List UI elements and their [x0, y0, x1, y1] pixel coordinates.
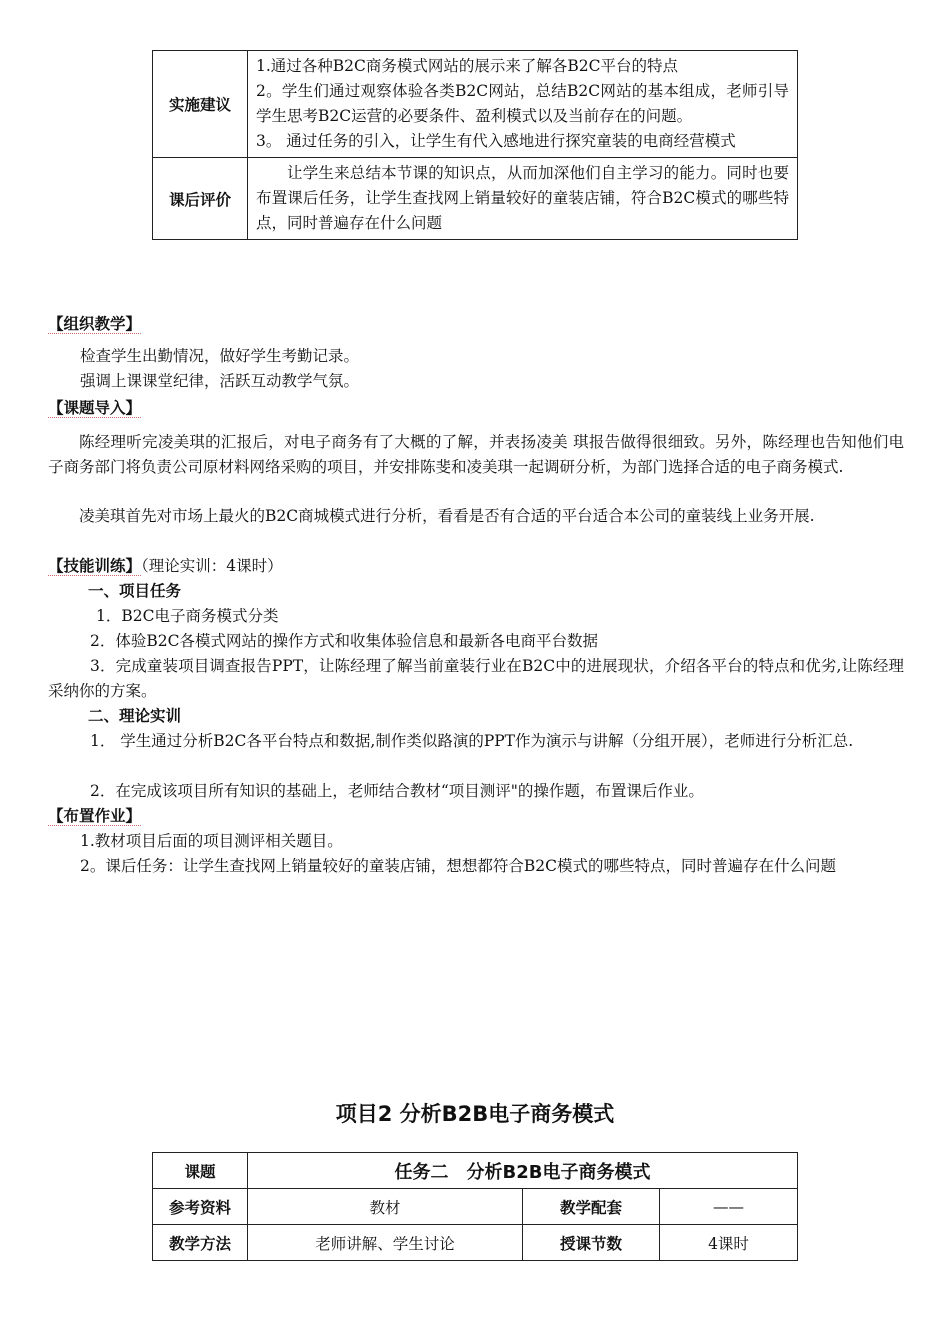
- topic-value: 任务二 分析B2B电子商务模式: [248, 1153, 798, 1189]
- homework-heading: 【布置作业】: [48, 807, 142, 825]
- task-item: 2．体验B2C各模式网站的操作方式和收集体验信息和最新各电商平台数据: [90, 632, 598, 650]
- plan-table: [152, 50, 798, 240]
- skills-heading: 【技能训练】（理论实训：4课时）: [48, 557, 283, 575]
- task-item: 3．完成童装项目调查报告PPT，让陈经理了解当前童装行业在B2C中的进展现状，介绍各平台的特点和优劣,让陈经理采纳你的方案。: [48, 657, 904, 700]
- organize-line: 检查学生出勤情况，做好学生考勤记录。: [80, 347, 360, 365]
- table-row: [153, 1225, 798, 1261]
- lesson-info-table: [152, 1152, 798, 1261]
- implementation-line: 1.通过各种B2C商务模式网站的展示来了解各B2C平台的特点: [256, 57, 679, 75]
- evaluation-label: 课后评价: [153, 158, 248, 240]
- hours-value: 4课时: [660, 1225, 798, 1261]
- hours-label: 授课节数: [523, 1225, 660, 1261]
- homework-item: 2。课后任务：让学生查找网上销量较好的童装店铺，想想都符合B2C模式的哪些特点，同时普遍存在什么问题: [80, 857, 836, 875]
- table-row: [153, 158, 798, 240]
- method-label: 教学方法: [153, 1225, 248, 1261]
- evaluation-line: 让学生来总结本节课的知识点，从而加深他们自主学习的能力。同时也要布置课后任务，让学生查找网上销量较好的童装店铺，符合B2C模式的哪些特点，同时普遍存在什么问题: [256, 164, 789, 232]
- method-value: 老师讲解、学生讨论: [248, 1225, 523, 1261]
- kit-value: ——: [660, 1189, 798, 1225]
- homework-item: 1.教材项目后面的项目测评相关题目。: [80, 832, 343, 850]
- implementation-label: 实施建议: [153, 51, 248, 158]
- table-row: [153, 1189, 798, 1225]
- theory-item: 2．在完成该项目所有知识的基础上，老师结合教材“项目测评"的操作题，布置课后作业。: [90, 782, 704, 800]
- kit-label: 教学配套: [523, 1189, 660, 1225]
- reference-value: 教材: [248, 1189, 523, 1225]
- skills-subheading: 一、项目任务: [88, 582, 182, 600]
- implementation-line: 2。学生们通过观察体验各类B2C网站，总结B2C网站的基本组成，老师引导学生思考B2C运营的必要条件、盈利模式以及当前存在的问题。: [256, 82, 789, 125]
- intro-paragraph: 凌美琪首先对市场上最火的B2C商城模式进行分析，看看是否有合适的平台适合本公司的童装线上业务开展.: [79, 507, 815, 525]
- project-title: 项目2 分析B2B电子商务模式: [335, 1102, 615, 1126]
- organize-heading: 【组织教学】: [48, 315, 142, 333]
- theory-item: 1． 学生通过分析B2C各平台特点和数据,制作类似路演的PPT作为演示与讲解（分组开展），老师进行分析汇总.: [90, 732, 854, 750]
- table-row: [153, 1153, 798, 1189]
- evaluation-content: [248, 158, 798, 240]
- implementation-line: 3。 通过任务的引入，让学生有代入感地进行探究童装的电商经营模式: [256, 132, 736, 150]
- intro-paragraph: 陈经理听完凌美琪的汇报后，对电子商务有了大概的了解，并表扬凌美 琪报告做得很细致。另外，陈经理也告知他们电子商务部门将负责公司原材料网络采购的项目，并安排陈斐和凌美琪一起调研分析，为部门选择合适的电子商务模式.: [48, 433, 904, 476]
- intro-heading: 【课题导入】: [48, 399, 142, 417]
- reference-label: 参考资料: [153, 1189, 248, 1225]
- organize-line: 强调上课课堂纪律，活跃互动教学气氛。: [80, 372, 360, 390]
- skills-subheading: 二、理论实训: [88, 707, 182, 725]
- implementation-content: [248, 51, 798, 158]
- topic-label: 课题: [153, 1153, 248, 1189]
- table-row: [153, 51, 798, 158]
- task-item: 1．B2C电子商务模式分类: [96, 607, 279, 625]
